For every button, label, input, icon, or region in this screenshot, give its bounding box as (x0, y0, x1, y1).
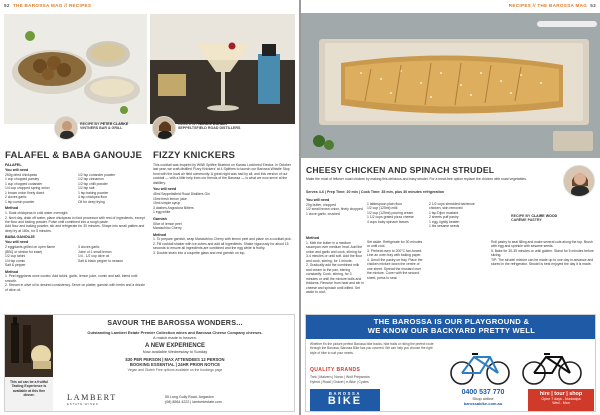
bike-hire-title: hire | tour | shop (539, 391, 583, 397)
ingredient: 1/2 small brown onion, finely chopped (306, 207, 363, 212)
bike-shop-label: Shop online (472, 396, 494, 401)
ingredient: 1/4 tsp cumin (5, 258, 26, 263)
method-step: 3. Double strain into a coupette glass and rest garnish on top. (153, 250, 246, 255)
ad-tagline: A match made in heaven. (153, 335, 197, 340)
ingredient: 1/2 cup (125ml) milk (367, 206, 398, 211)
strudel-method-heading: Method (306, 236, 320, 240)
ad-wine-photo (5, 315, 53, 377)
bike-logo-bottom: BIKE (327, 395, 363, 407)
byline-org: SEPPELTSFIELD ROAD DISTILLERS (178, 126, 241, 131)
bike-ad-headline-2: WE KNOW OUR BACKYARD PRETTY WELL (367, 326, 536, 335)
ingredient: 45ml Seppeltsfield Road Distillers Gin (153, 192, 210, 197)
ingredient: 1/2 cup (125ml) pouring cream (367, 210, 414, 215)
chef-byline-3 (511, 214, 596, 223)
bike-ad-brands (310, 375, 438, 384)
ingredient: 1 brown onion finely diced (5, 190, 45, 195)
bike-ad-phone: 0400 537 770 (461, 389, 505, 396)
ingredient: Salt & pepper (5, 263, 26, 268)
cocktail-recipe-title: FIZZY KNICKERS (153, 150, 236, 161)
ingredient: 1 egg, lightly beaten (429, 219, 460, 224)
ad-price-line: $30 PER PERSON | MAX ATTENDEES 12 PERSON (125, 357, 225, 362)
method-step: 2. Gradually add the combined milk and cream to the pan, stirring constantly. Cook, stirring, for 3 minutes or until the mixture boils and thickens. Remove from heat and stir in cheese and spinach until wilted. Set aside to cool. (306, 263, 364, 295)
ad-address: 55 Long Gully Road, Angaston (165, 395, 214, 399)
bike-ad-contact (444, 389, 522, 406)
falafel-subheading: FALAFEL (5, 163, 22, 167)
falafel-you-will-need: You will need (5, 167, 29, 172)
ingredient: 1/2 tsp salt (78, 186, 95, 191)
ingredient: 2 1/2 cups shredded barbecue chicken, skin removed (429, 202, 475, 211)
bike-ad-site[interactable]: barossabike.com.au (463, 401, 503, 406)
garnish-item: Maraschino Cherry (153, 226, 182, 231)
ingredient: 4 cups baby spinach leaves (367, 219, 409, 224)
barossa-bike-ad (305, 314, 596, 412)
cocktail-body (153, 163, 293, 255)
ingredient: 1 tbs sesame seeds (429, 224, 460, 229)
method-step: 3. Preheat oven to 200°C fan-forced. Line an oven tray with baking paper. (367, 248, 423, 258)
method-step: 2. Stream in olive oil to desired consistency. Serve on platter, garnish with herbs and a drizzle of olive oil. (5, 283, 145, 292)
method-step: Add flour and baking powder, stir and refrigerate for 30 minutes. Shape into small patties and deep fry at 180c, for 5 minutes. (5, 224, 145, 233)
method-step: 2. Fill cocktail shaker with ice cubes and add all ingredients. Shake vigorously for about 15 seconds to ensure all ingredients are combined and the egg white is frothy. (153, 241, 289, 251)
ad-booking-line: BOOKING ESSENTIAL | 24HR PRIOR NOTICE (129, 362, 221, 367)
ad-phone: (08) 8564 4222 | lambertestate.com (165, 399, 222, 404)
cocktail-you-will-need: You will need (153, 187, 177, 192)
ingredient: 1 cup chopped parsley (5, 177, 40, 182)
bike-brands-line-2: Hybrid | Road | Gravel | e-Bike | Cycles (310, 379, 369, 384)
method-step: 1. Soak chickpeas in cold water overnight. (5, 211, 69, 216)
cocktail-garnish-heading: Garnish (153, 216, 167, 221)
ingredient: 1/2 cup tahini (5, 254, 26, 259)
strudel-meta: Serves 4-6 | Prep Time: 20 min | Cook Time: 35 min, plus 30 minutes refrigeration (306, 190, 445, 194)
right-section-label: RECIPES // THE BAROSSA MAG (508, 3, 588, 8)
bike-ad-banner (306, 315, 596, 339)
ingredient: 15ml simple syrup (153, 201, 181, 206)
ingredient: 1/4 - 1/2 cup olive oil (78, 254, 110, 259)
falafel-photo (4, 14, 147, 124)
ingredient: 1 1/2 cups grated pizza cheese (367, 215, 414, 220)
ingredient: 4 tsp chickpea flour (78, 195, 108, 200)
ingredient: (BBQ or similar for ease) (5, 249, 43, 254)
baba-method-heading: Method (5, 269, 19, 274)
right-page-header (509, 3, 596, 8)
right-page-number: 53 (590, 3, 596, 8)
lambert-estate-ad (4, 314, 295, 412)
chef-peter-avatar (54, 116, 78, 140)
bike-ad-hire-box (528, 389, 594, 411)
ingredient: Oil for deep frying (78, 199, 105, 204)
ingredient: 1 cup chopped coriander (5, 181, 43, 186)
byline-org: CARÊME PASTRY (511, 218, 542, 223)
byline-name: CLAIRE WOOD (531, 214, 558, 218)
ad-brand-sub: ESTATE WINES (67, 402, 99, 406)
method-step: Roll pastry to seal filling and make several cuts along the top. Brush with egg and sprinkle with sesame seeds. (491, 240, 593, 249)
falafel-ingredients-b (78, 173, 145, 204)
strudel-method-col3 (491, 240, 596, 267)
ad-vegan-note: Vegan and Gluten Free options available on the bookings page (127, 368, 223, 372)
ingredient: 15ml fresh lemon juice (153, 196, 187, 201)
left-page-number: 52 (4, 3, 10, 8)
left-section-label: THE BAROSSA MAG // RECIPES (12, 3, 92, 8)
ad-brand-logo (67, 393, 157, 406)
baba-ingredients-b (78, 245, 145, 267)
ingredient: Juice of 1 small lemon (78, 249, 112, 254)
byline-prefix: RECIPE BY (511, 214, 531, 218)
ad-brand: LAMBERT (67, 393, 117, 402)
falafel-ingredients-a (5, 173, 72, 204)
cocktail-method-heading: Method (153, 232, 167, 237)
method-step: 5. Bake for 30-35 minutes or until golden. Stand for 5 minutes before slicing. (491, 248, 594, 258)
byline-prefix: RECIPE BY (80, 122, 100, 126)
bike-ad-logo (310, 389, 380, 411)
chef-byline-1 (80, 122, 128, 131)
bike-brands-line-1: Trek | Malvern | Norco | Wolf Prepworks (310, 375, 370, 379)
bike-ad-photo (446, 343, 594, 387)
cocktail-intro: This cocktail was inspired by WWII Spitfire Bluebird on Kanaw Lockheed Electra. In October last year, we craft-distilled 'Fizzy Knickers' at 4 Spitfires to launch our Barossa Whistle Stop fund with the local air field community. A great night was had by all, and this version of our cocktail — with a little help from our friends of the Barossa — is what we now serve at the distillery. (153, 163, 291, 185)
byline-org: VINTNERS BAR & GRILL (80, 126, 123, 131)
ingredient: 2 sheets puff pastry (429, 215, 459, 220)
ad-contact (165, 395, 291, 404)
garnish-item: Slice of lemon peel (153, 221, 182, 226)
method-step: 1. To prepare garnish, wrap Maraschino Cherry with lemon peel and place on a cocktail pick. (153, 237, 292, 242)
bike-logo-top: BAROSSA (328, 391, 362, 396)
baba-you-will-need: You will need (5, 240, 29, 245)
strudel-ingredients-col1 (306, 198, 364, 216)
ingredient: 3 cloves garlic (78, 245, 100, 250)
ingredient: 1/4 cup chopped spring onion (5, 186, 50, 191)
method-step: 1. Peel eggplants once cooled. Add tahini, garlic, lemon juice, cumin and salt, blend until smooth. (5, 274, 138, 283)
bike-ad-quality: QUALITY BRANDS (310, 367, 361, 373)
chef-nicole-avatar (152, 116, 176, 140)
ad-experience-title: A NEW EXPERIENCE (144, 343, 206, 349)
ingredient: 2 cloves garlic (5, 195, 27, 200)
strudel-photo (301, 13, 600, 158)
ingredient: 1 tsp cumin powder (5, 199, 35, 204)
chef-claire-avatar (563, 165, 595, 197)
chef-byline-2 (178, 122, 240, 131)
ad-disclaimer: This ad can be a fruitful Tasting Experience is available at this fine dinner. (5, 377, 53, 412)
ingredient: 1 clove garlic, crushed (306, 211, 340, 216)
byline-prefix: RECIPE BY (178, 122, 198, 126)
method-step: 4. Unroll the pastry on tray. Place the chicken mixture down the centre of one sheet. Spread the mustard over the mixture. Cover with the second sheet, press to seal. (367, 257, 423, 280)
ingredient: 1/2 tsp coriander powder (78, 172, 116, 177)
baba-heading: BABA GANOUJE (5, 235, 35, 240)
ad-title: SAVOUR THE BAROSSA WONDERS... (107, 318, 243, 327)
bike-ad-blurb: Whether it's the picture perfect Barossa bike tracks, hike trails or riding the perfect route through the Barossa, Barossa Bike has you covered. We can help you choose the right style of bike to suit your needs. (310, 342, 434, 355)
method-step: Set aside. Refrigerate for 30 minutes or until cool. (367, 240, 423, 249)
falafel-body (5, 163, 145, 292)
ad-text-block (59, 318, 291, 372)
method-step: 1. Melt the butter in a medium saucepan over medium heat. Add the onion and garlic and cook, stirring for 3-4 minutes or until soft. Add the flour and cook, stirring, for 1 minute. (306, 240, 363, 263)
left-page (0, 0, 299, 415)
falafel-recipe-title: FALAFEL & BABA GANOUJE (5, 150, 143, 161)
ad-subtitle: Outstanding Lambert Estate Premier Collection wines and Barossa Cheese Company cheeses. (87, 330, 263, 335)
ingredient: 1 tablespoon plain flour (367, 202, 403, 206)
bike-hours: Open 7 days - Nuriootpa (541, 397, 581, 401)
ingredient: 3 dashes Angostura Bitters (153, 205, 194, 210)
right-page (301, 0, 600, 415)
ingredient: Salt & black pepper to season (78, 258, 124, 263)
ingredient: 250g dried chickpeas (5, 172, 38, 177)
ingredient: 1 tsp baking powder (78, 190, 109, 195)
byline-name: PETER CLARKE (100, 122, 129, 126)
strudel-method-col1 (306, 236, 364, 295)
strudel-method-col2 (367, 240, 425, 280)
ingredient: 1/2 tsp chilli powder (78, 181, 108, 186)
strudel-ingredients-col3 (429, 202, 487, 229)
strudel-recipe-title: CHEESY CHICKEN AND SPINACH STRUDEL (306, 165, 495, 175)
ad-experience-sub: Now available Wednesday to Sunday (142, 349, 208, 354)
ingredient: 1/2 tsp cinnamon (78, 177, 104, 182)
ingredient: 20g butter, chopped (306, 202, 336, 207)
strudel-intro: Make the most of leftover roast chicken by making this delicious and easy strudel. For a meat-free option replace the chicken with roast vegetables. (306, 177, 527, 181)
baba-ingredients-a (5, 245, 72, 267)
method-step: TIP: The strudel mixture can be made up to one day in advance and stored in the refrigerator. Strudel is best enjoyed the day it is made. (491, 257, 594, 267)
cocktail-photo (150, 14, 295, 124)
ingredient: 2 eggplants grilled on open flame (5, 245, 55, 250)
bike-hours-2: Wed - Mon (552, 401, 570, 405)
method-step: 2. Next day, drain off water, place chickpeas in food processor with rest of ingredients, except the flour and baking powder. Pulse until combined into a rough paste. (5, 215, 145, 224)
strudel-you-will-need: You will need (306, 198, 330, 202)
strudel-ingredients-col2 (367, 202, 425, 224)
ingredient: 1 tsp Dijon mustard (429, 210, 459, 215)
bike-ad-headline-1: THE BAROSSA IS OUR PLAYGROUND & (373, 317, 530, 326)
ingredient: 1 egg white (153, 210, 171, 215)
left-page-header (4, 3, 91, 8)
byline-name: NICOLE DURDIN (198, 122, 227, 126)
falafel-method-heading: Method (5, 206, 19, 211)
